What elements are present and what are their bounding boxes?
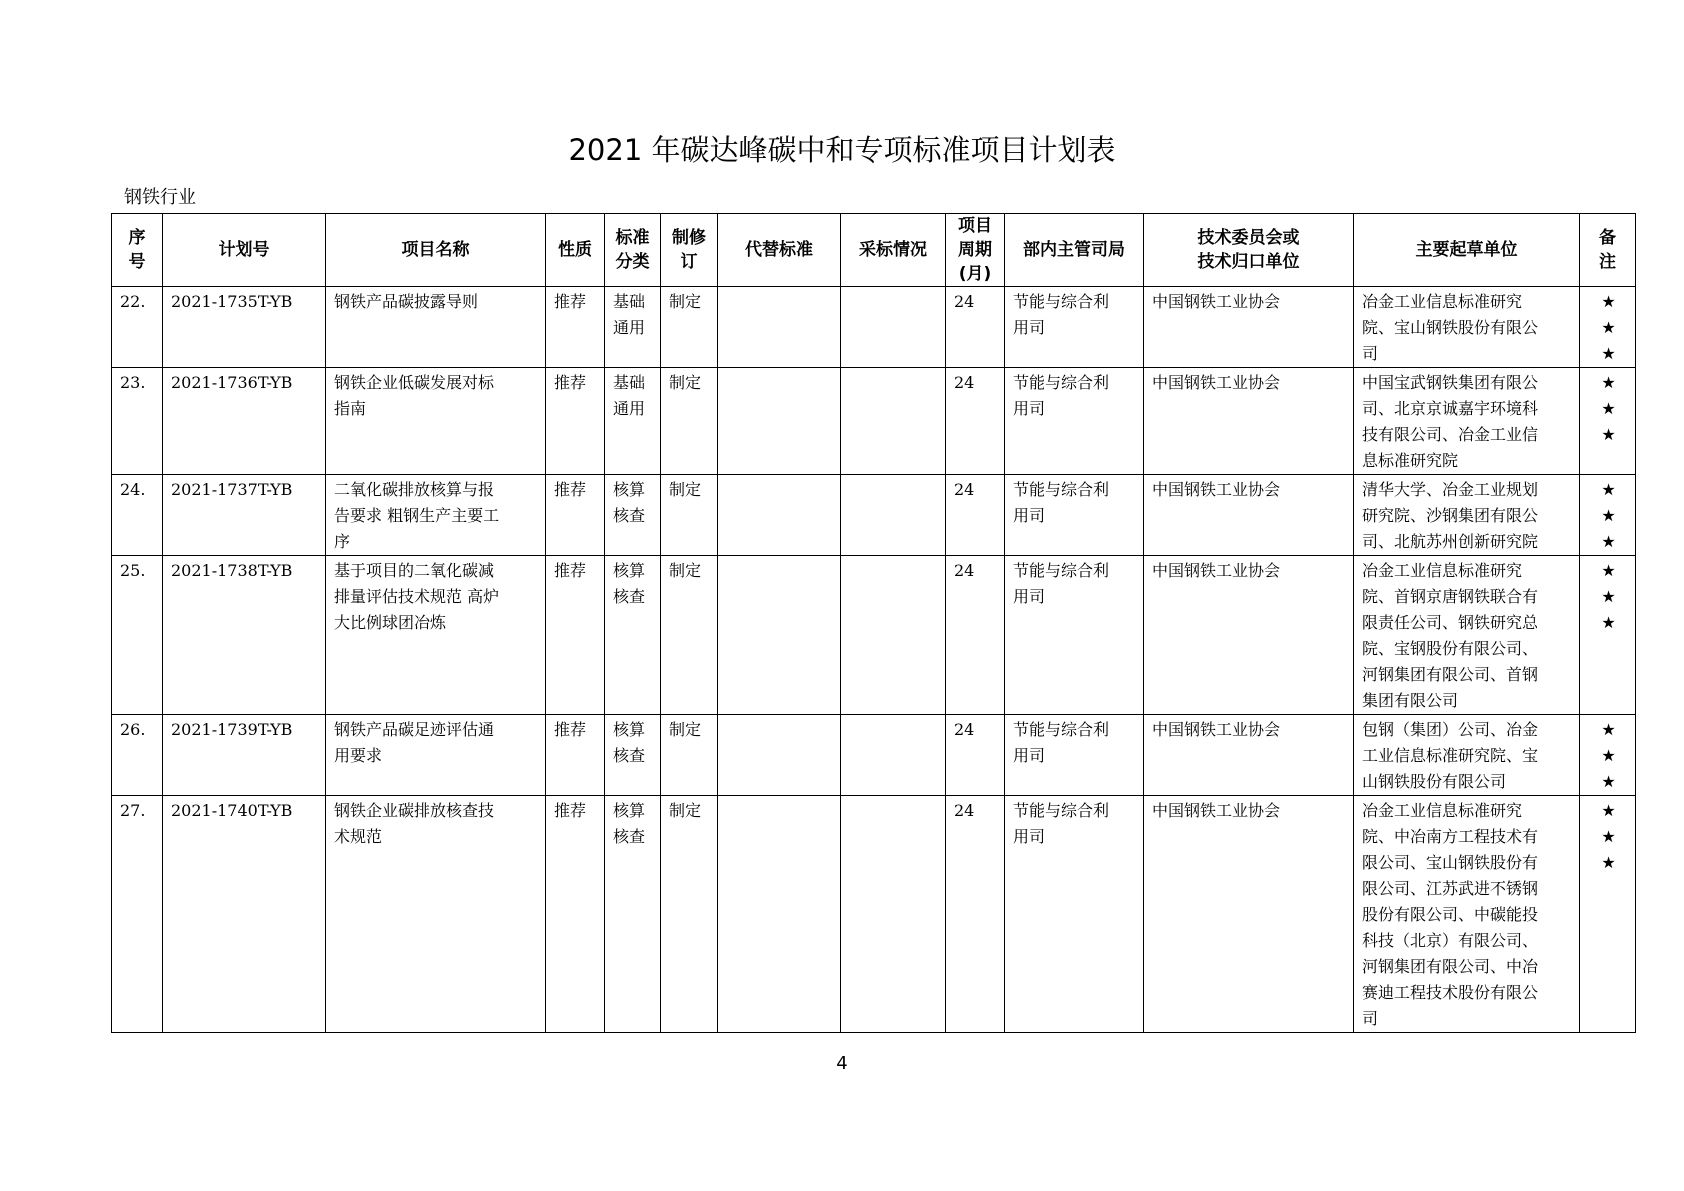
row-nature: 推荐 bbox=[546, 556, 605, 715]
row-revision: 制定 bbox=[661, 368, 718, 475]
row-seq: 26. bbox=[112, 715, 163, 796]
row-cycle: 24 bbox=[946, 796, 1005, 1033]
row-project-name: 二氧化碳排放核算与报 告要求 粗钢生产主要工 序 bbox=[326, 475, 546, 556]
page-number: 4 bbox=[836, 1053, 848, 1074]
row-nature: 推荐 bbox=[546, 287, 605, 368]
row-remarks-stars: ★ ★ ★ bbox=[1580, 715, 1636, 796]
row-replace-standard bbox=[718, 796, 841, 1033]
document-title: 2021 年碳达峰碳中和专项标准项目计划表 bbox=[568, 133, 1116, 167]
row-adoption bbox=[841, 796, 946, 1033]
header-replace-standard: 代替标准 bbox=[718, 214, 841, 287]
row-nature: 推荐 bbox=[546, 475, 605, 556]
header-cycle: 项目 周期 (月) bbox=[946, 214, 1005, 287]
row-department: 节能与综合利 用司 bbox=[1005, 556, 1144, 715]
row-seq: 25. bbox=[112, 556, 163, 715]
row-plan-number: 2021-1739T-YB bbox=[163, 715, 326, 796]
row-plan-number: 2021-1735T-YB bbox=[163, 287, 326, 368]
row-cycle: 24 bbox=[946, 475, 1005, 556]
row-project-name: 钢铁产品碳足迹评估通 用要求 bbox=[326, 715, 546, 796]
row-category: 核算 核查 bbox=[605, 475, 661, 556]
row-nature: 推荐 bbox=[546, 715, 605, 796]
row-category: 核算 核查 bbox=[605, 556, 661, 715]
row-project-name: 钢铁企业碳排放核查技 术规范 bbox=[326, 796, 546, 1033]
row-adoption bbox=[841, 715, 946, 796]
row-committee: 中国钢铁工业协会 bbox=[1144, 475, 1354, 556]
row-revision: 制定 bbox=[661, 796, 718, 1033]
row-project-name: 钢铁产品碳披露导则 bbox=[326, 287, 546, 368]
row-department: 节能与综合利 用司 bbox=[1005, 368, 1144, 475]
row-committee: 中国钢铁工业协会 bbox=[1144, 368, 1354, 475]
row-drafters: 冶金工业信息标准研究 院、中冶南方工程技术有 限公司、宝山钢铁股份有 限公司、江苏武进不锈钢 股份有限公司、中碳能投 科技（北京）有限公司、 河钢集团有限公司、中冶 赛迪工程技术股份有限公 司 bbox=[1354, 796, 1580, 1033]
row-category: 基础 通用 bbox=[605, 287, 661, 368]
row-revision: 制定 bbox=[661, 715, 718, 796]
row-adoption bbox=[841, 475, 946, 556]
row-replace-standard bbox=[718, 475, 841, 556]
section-label: 钢铁行业 bbox=[124, 187, 196, 208]
row-replace-standard bbox=[718, 556, 841, 715]
row-project-name: 钢铁企业低碳发展对标 指南 bbox=[326, 368, 546, 475]
header-seq: 序 号 bbox=[112, 214, 163, 287]
row-plan-number: 2021-1740T-YB bbox=[163, 796, 326, 1033]
row-plan-number: 2021-1736T-YB bbox=[163, 368, 326, 475]
header-department: 部内主管司局 bbox=[1005, 214, 1144, 287]
row-replace-standard bbox=[718, 715, 841, 796]
header-drafters: 主要起草单位 bbox=[1354, 214, 1580, 287]
header-plan-number: 计划号 bbox=[163, 214, 326, 287]
row-adoption bbox=[841, 287, 946, 368]
row-seq: 27. bbox=[112, 796, 163, 1033]
table-row bbox=[112, 368, 1636, 475]
row-drafters: 清华大学、冶金工业规划 研究院、沙钢集团有限公 司、北航苏州创新研究院 bbox=[1354, 475, 1580, 556]
row-drafters: 冶金工业信息标准研究 院、首钢京唐钢铁联合有 限责任公司、钢铁研究总 院、宝钢股份有限公司、 河钢集团有限公司、首钢 集团有限公司 bbox=[1354, 556, 1580, 715]
table-row bbox=[112, 556, 1636, 715]
row-replace-standard bbox=[718, 287, 841, 368]
row-committee: 中国钢铁工业协会 bbox=[1144, 287, 1354, 368]
row-replace-standard bbox=[718, 368, 841, 475]
header-nature: 性质 bbox=[546, 214, 605, 287]
row-cycle: 24 bbox=[946, 368, 1005, 475]
row-category: 基础 通用 bbox=[605, 368, 661, 475]
row-seq: 23. bbox=[112, 368, 163, 475]
header-revision: 制修 订 bbox=[661, 214, 718, 287]
row-remarks-stars: ★ ★ ★ bbox=[1580, 287, 1636, 368]
row-revision: 制定 bbox=[661, 475, 718, 556]
row-committee: 中国钢铁工业协会 bbox=[1144, 715, 1354, 796]
row-department: 节能与综合利 用司 bbox=[1005, 796, 1144, 1033]
row-cycle: 24 bbox=[946, 715, 1005, 796]
row-revision: 制定 bbox=[661, 287, 718, 368]
table-row bbox=[112, 715, 1636, 796]
row-category: 核算 核查 bbox=[605, 715, 661, 796]
row-adoption bbox=[841, 556, 946, 715]
row-remarks-stars: ★ ★ ★ bbox=[1580, 796, 1636, 1033]
row-nature: 推荐 bbox=[546, 368, 605, 475]
table-header-row bbox=[112, 214, 1636, 287]
table-row bbox=[112, 287, 1636, 368]
row-remarks-stars: ★ ★ ★ bbox=[1580, 556, 1636, 715]
table-row bbox=[112, 475, 1636, 556]
row-plan-number: 2021-1737T-YB bbox=[163, 475, 326, 556]
row-remarks-stars: ★ ★ ★ bbox=[1580, 368, 1636, 475]
row-category: 核算 核查 bbox=[605, 796, 661, 1033]
header-adoption: 采标情况 bbox=[841, 214, 946, 287]
row-cycle: 24 bbox=[946, 287, 1005, 368]
header-category: 标准 分类 bbox=[605, 214, 661, 287]
row-seq: 24. bbox=[112, 475, 163, 556]
row-department: 节能与综合利 用司 bbox=[1005, 475, 1144, 556]
row-drafters: 中国宝武钢铁集团有限公 司、北京京诚嘉宇环境科 技有限公司、冶金工业信 息标准研究院 bbox=[1354, 368, 1580, 475]
row-adoption bbox=[841, 368, 946, 475]
header-project-name: 项目名称 bbox=[326, 214, 546, 287]
plan-table bbox=[111, 213, 1636, 1033]
row-department: 节能与综合利 用司 bbox=[1005, 715, 1144, 796]
row-department: 节能与综合利 用司 bbox=[1005, 287, 1144, 368]
header-committee: 技术委员会或 技术归口单位 bbox=[1144, 214, 1354, 287]
row-drafters: 包钢（集团）公司、冶金 工业信息标准研究院、宝 山钢铁股份有限公司 bbox=[1354, 715, 1580, 796]
row-committee: 中国钢铁工业协会 bbox=[1144, 556, 1354, 715]
row-nature: 推荐 bbox=[546, 796, 605, 1033]
row-remarks-stars: ★ ★ ★ bbox=[1580, 475, 1636, 556]
row-drafters: 冶金工业信息标准研究 院、宝山钢铁股份有限公 司 bbox=[1354, 287, 1580, 368]
row-project-name: 基于项目的二氧化碳减 排量评估技术规范 高炉 大比例球团冶炼 bbox=[326, 556, 546, 715]
row-seq: 22. bbox=[112, 287, 163, 368]
header-remarks: 备 注 bbox=[1580, 214, 1636, 287]
row-cycle: 24 bbox=[946, 556, 1005, 715]
row-plan-number: 2021-1738T-YB bbox=[163, 556, 326, 715]
row-committee: 中国钢铁工业协会 bbox=[1144, 796, 1354, 1033]
row-revision: 制定 bbox=[661, 556, 718, 715]
table-row bbox=[112, 796, 1636, 1033]
